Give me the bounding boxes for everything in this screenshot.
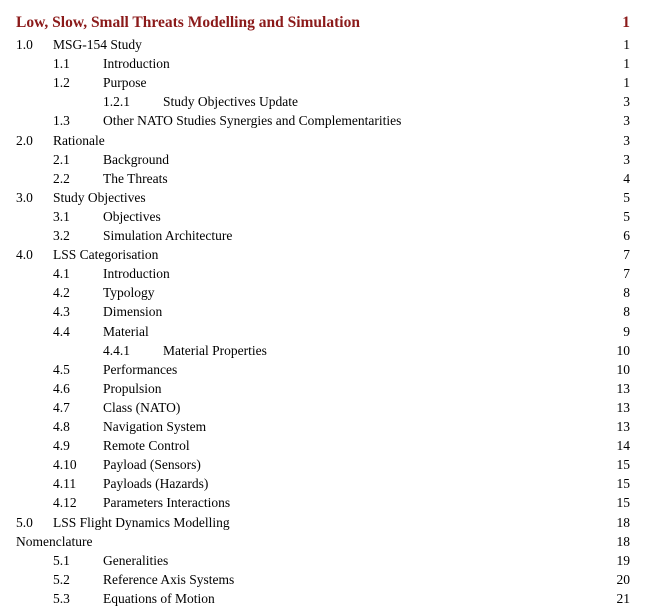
toc-entry-page: 8 — [623, 285, 630, 301]
toc-entry-label: LSS Categorisation — [53, 247, 159, 263]
toc-entry-number: 4.2 — [53, 285, 70, 301]
toc-entry-page: 15 — [616, 495, 630, 511]
toc-entry-page: 9 — [623, 323, 630, 339]
toc-entry-label: Dimension — [103, 304, 163, 320]
document-title-page: 1 — [622, 14, 630, 31]
toc-entry-page: 1 — [623, 37, 630, 52]
toc-entry-number: 1.2 — [53, 75, 70, 91]
toc-entry[interactable] — [0, 92, 652, 111]
toc-entry-number: 4.11 — [53, 476, 77, 492]
toc-entry[interactable] — [0, 436, 652, 455]
toc-entry-label: Navigation System — [103, 419, 207, 434]
toc-entry-label: Remote Control — [103, 438, 190, 454]
toc-entry-number: 4.5 — [53, 361, 70, 377]
toc-entry[interactable] — [0, 398, 652, 417]
toc-entry-page: 1 — [623, 75, 630, 91]
toc-entry-page: 8 — [623, 304, 630, 320]
toc-entry[interactable] — [0, 570, 652, 589]
toc-entry-label: Introduction — [103, 266, 170, 282]
toc-entry[interactable] — [0, 322, 652, 341]
toc-entry-label: Study Objectives Update — [163, 94, 298, 110]
toc-entry-label: Reference Axis Systems — [103, 571, 235, 587]
toc-entry[interactable] — [0, 493, 652, 512]
toc-entry-number: 3.0 — [16, 189, 33, 205]
toc-entry-page: 18 — [616, 533, 630, 549]
toc-entry-page: 21 — [616, 590, 630, 606]
toc-entry-page: 3 — [623, 151, 630, 167]
toc-entry-page: 5 — [623, 189, 630, 205]
toc-entry-number: 5.2 — [53, 571, 70, 587]
toc-entry[interactable] — [0, 283, 652, 302]
toc-entry-number: 3.1 — [53, 208, 70, 224]
toc-entry-page: 7 — [623, 247, 630, 263]
toc-entry-label: Other NATO Studies Synergies and Complementarities — [103, 113, 402, 129]
toc-entry-label: Material Properties — [163, 342, 267, 358]
toc-entry-label: Typology — [103, 285, 155, 301]
toc-entry-number: 1.1 — [53, 56, 70, 72]
toc-entry-number: 5.0 — [16, 514, 33, 530]
toc-entry[interactable] — [0, 169, 652, 188]
toc-entry[interactable] — [0, 589, 652, 608]
toc-entry-page: 1 — [623, 56, 630, 72]
toc-entry-label: Objectives — [103, 208, 161, 224]
toc-entry-page: 3 — [623, 113, 630, 129]
toc-entry-label: Nomenclature — [16, 533, 93, 549]
toc-entry-page: 15 — [616, 457, 630, 473]
toc-entry-number: 4.9 — [53, 438, 70, 454]
toc-title-row[interactable] — [0, 12, 652, 34]
toc-entry-page: 10 — [616, 361, 630, 377]
toc-entry-label: Purpose — [103, 75, 147, 91]
toc-entry-page: 7 — [623, 266, 630, 282]
toc-entry-page: 13 — [616, 399, 630, 415]
toc-entry-label: Introduction — [103, 56, 170, 72]
toc-entry[interactable] — [0, 455, 652, 474]
toc-entry-page: 14 — [616, 438, 630, 454]
toc-entry[interactable] — [0, 302, 652, 321]
toc-entry[interactable] — [0, 111, 652, 130]
toc-entry-page: 13 — [616, 419, 630, 434]
toc-entry-label: Class (NATO) — [103, 399, 181, 415]
toc-entry-number: 2.0 — [16, 132, 33, 148]
toc-entry-label: Study Objectives — [53, 189, 146, 205]
toc-entry[interactable] — [0, 341, 652, 360]
toc-entry-page: 5 — [623, 208, 630, 224]
toc-entry-page: 19 — [616, 552, 630, 568]
toc-entry-number: 1.3 — [53, 113, 70, 129]
toc-entry-number: 2.1 — [53, 151, 70, 167]
toc-entry-page: 3 — [623, 132, 630, 148]
toc-entry-page: 18 — [616, 514, 630, 530]
toc-entry-label: Rationale — [53, 132, 105, 148]
toc-entry[interactable] — [0, 226, 652, 245]
toc-entry[interactable] — [0, 474, 652, 493]
toc-entry-label: LSS Flight Dynamics Modelling — [53, 514, 230, 530]
toc-entry[interactable] — [0, 360, 652, 379]
toc-entry-label: The Threats — [103, 170, 168, 186]
toc-entry-page: 20 — [616, 571, 630, 587]
toc-entry[interactable] — [0, 532, 652, 551]
toc-entry[interactable] — [0, 245, 652, 264]
toc-entry-label: MSG-154 Study — [53, 37, 142, 52]
toc-entry-number: 3.2 — [53, 228, 70, 243]
toc-entry[interactable] — [0, 417, 652, 436]
toc-entry[interactable] — [0, 73, 652, 92]
toc-entry[interactable] — [0, 54, 652, 73]
toc-entry-number: 4.8 — [53, 419, 70, 434]
toc-entry[interactable] — [0, 379, 652, 398]
toc-entry-label: Payload (Sensors) — [103, 457, 201, 473]
toc-entry[interactable] — [0, 264, 652, 283]
toc-entry-number: 4.4 — [53, 323, 70, 339]
toc-entry-label: Simulation Architecture — [103, 228, 233, 243]
toc-entry-label: Payloads (Hazards) — [103, 476, 209, 492]
toc-entry-number: 4.10 — [53, 457, 77, 473]
toc-entry-page: 3 — [623, 94, 630, 110]
toc-entry-number: 4.1 — [53, 266, 70, 282]
document-title: Low, Slow, Small Threats Modelling and Simulation — [16, 14, 360, 31]
toc-entry-number: 4.7 — [53, 399, 70, 415]
toc-entry[interactable] — [0, 551, 652, 570]
toc-entry-number: 1.2.1 — [103, 94, 130, 110]
toc-entry-number: 5.3 — [53, 590, 70, 606]
toc-entry-number: 4.3 — [53, 304, 70, 320]
toc-entry-label: Material — [103, 323, 149, 339]
toc-entry[interactable] — [0, 188, 652, 207]
toc-entry-label: Propulsion — [103, 380, 162, 396]
toc-entry-page: 4 — [623, 170, 630, 186]
toc-entry-page: 13 — [616, 380, 630, 396]
toc-entry-label: Equations of Motion — [103, 590, 215, 606]
toc-entry-number: 1.0 — [16, 37, 33, 52]
toc-entry-number: 4.12 — [53, 495, 77, 511]
toc-entry-number: 4.4.1 — [103, 342, 130, 358]
toc-entry-page: 6 — [623, 228, 630, 243]
toc-entry-page: 15 — [616, 476, 630, 492]
toc-entry-label: Performances — [103, 361, 178, 377]
toc-entry[interactable] — [0, 513, 652, 532]
toc-entry-page: 10 — [616, 342, 630, 358]
toc-entry-number: 2.2 — [53, 170, 70, 186]
toc-entry-number: 5.1 — [53, 552, 70, 568]
toc-entry-label: Parameters Interactions — [103, 495, 231, 511]
toc-entry[interactable] — [0, 131, 652, 150]
toc-entry[interactable] — [0, 207, 652, 226]
toc-entry-number: 4.0 — [16, 247, 33, 263]
toc-entry[interactable] — [0, 150, 652, 169]
toc-entry[interactable] — [0, 35, 652, 54]
toc-entry-number: 4.6 — [53, 380, 70, 396]
toc-entry-label: Background — [103, 151, 169, 167]
toc-entry-label: Generalities — [103, 552, 169, 568]
